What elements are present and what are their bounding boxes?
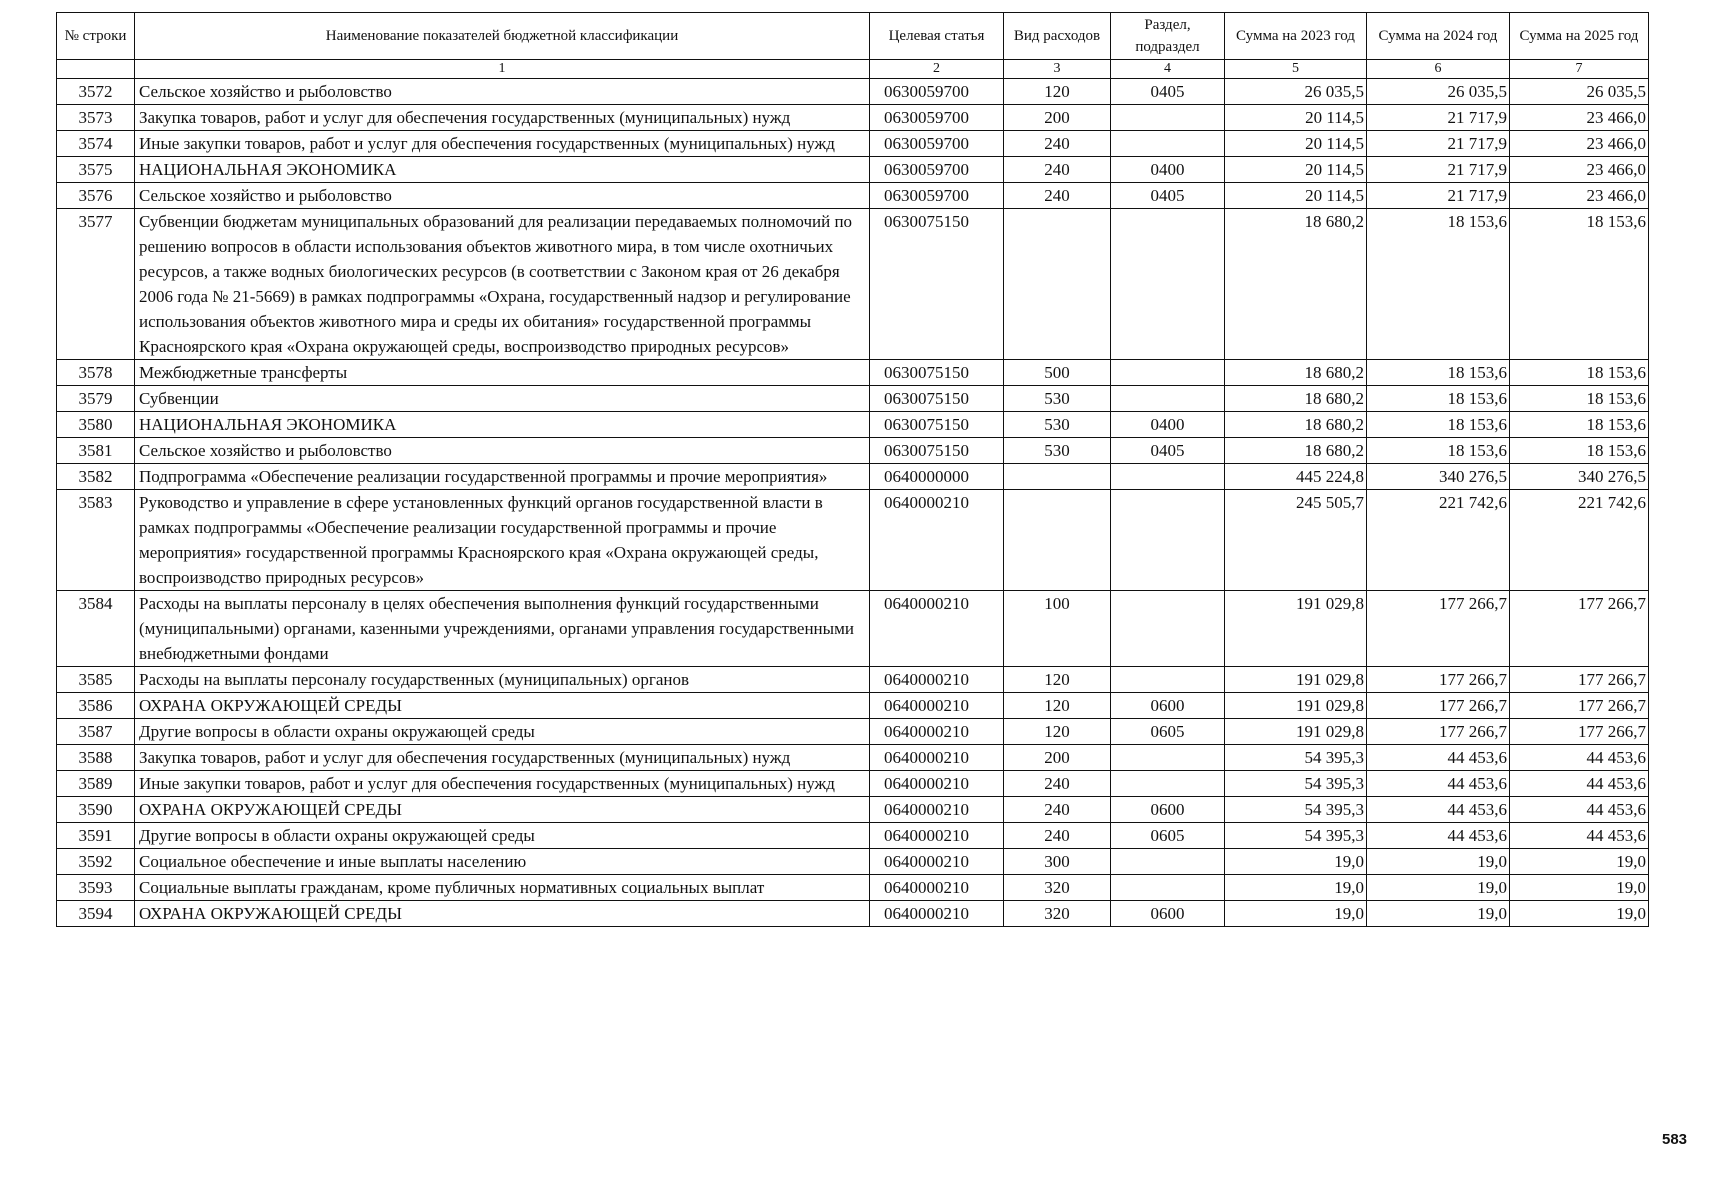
- table-row: [57, 719, 1649, 745]
- target-article-cell: 0630075150: [870, 386, 1004, 412]
- section-cell: [1111, 105, 1225, 131]
- table-row: [57, 183, 1649, 209]
- indicator-name-cell: Субвенции бюджетам муниципальных образований для реализации передаваемых полномочий по решению вопросов в области использования объектов животного мира, в том числе охотничьих ресурсов, а также водных биологических ресурсов (в соответствии с Законом края от 26 декабря 2006 года № 21-5669) в рамках подпрограммы «Охрана, государственный надзор и регулирование использования объектов животного мира и среды их обитания» государственной программы Красноярского края «Охрана окружающей среды, воспроизводство природных ресурсов»: [135, 209, 870, 360]
- row-number-cell: 3593: [57, 875, 135, 901]
- page-number: 583: [1662, 1131, 1688, 1148]
- sum-2023-cell: 20 114,5: [1225, 105, 1367, 131]
- target-article-cell: 0640000000: [870, 464, 1004, 490]
- indicator-name-cell: Другие вопросы в области охраны окружающей среды: [135, 823, 870, 849]
- row-number-cell: 3585: [57, 667, 135, 693]
- indicator-name-cell: Закупка товаров, работ и услуг для обеспечения государственных (муниципальных) нужд: [135, 105, 870, 131]
- section-cell: 0600: [1111, 901, 1225, 927]
- sum-2025-cell: 177 266,7: [1510, 667, 1649, 693]
- target-article-cell: 0630075150: [870, 360, 1004, 386]
- expense-type-cell: 300: [1004, 849, 1111, 875]
- row-number-cell: 3590: [57, 797, 135, 823]
- indicator-name-cell: ОХРАНА ОКРУЖАЮЩЕЙ СРЕДЫ: [135, 901, 870, 927]
- table-row: [57, 79, 1649, 105]
- sum-2025-cell: 340 276,5: [1510, 464, 1649, 490]
- row-number-cell: 3579: [57, 386, 135, 412]
- target-article-cell: 0640000210: [870, 901, 1004, 927]
- sum-2025-cell: 221 742,6: [1510, 490, 1649, 591]
- col-number: [57, 60, 135, 79]
- sum-2025-cell: 23 466,0: [1510, 157, 1649, 183]
- target-article-cell: 0640000210: [870, 693, 1004, 719]
- target-article-cell: 0630075150: [870, 209, 1004, 360]
- expense-type-cell: [1004, 209, 1111, 360]
- sum-2024-cell: 44 453,6: [1367, 745, 1510, 771]
- indicator-name-cell: Субвенции: [135, 386, 870, 412]
- sum-2023-cell: 18 680,2: [1225, 209, 1367, 360]
- budget-table-sheet: [56, 12, 1648, 927]
- sum-2025-cell: 44 453,6: [1510, 797, 1649, 823]
- sum-2023-cell: 54 395,3: [1225, 823, 1367, 849]
- sum-2024-cell: 21 717,9: [1367, 105, 1510, 131]
- target-article-cell: 0640000210: [870, 849, 1004, 875]
- sum-2025-cell: 177 266,7: [1510, 591, 1649, 667]
- col-header-row-number: № строки: [57, 13, 135, 60]
- table-row: [57, 386, 1649, 412]
- table-row: [57, 849, 1649, 875]
- indicator-name-cell: Закупка товаров, работ и услуг для обеспечения государственных (муниципальных) нужд: [135, 745, 870, 771]
- row-number-cell: 3574: [57, 131, 135, 157]
- expense-type-cell: 530: [1004, 438, 1111, 464]
- table-row: [57, 771, 1649, 797]
- indicator-name-cell: Социальное обеспечение и иные выплаты населению: [135, 849, 870, 875]
- sum-2024-cell: 18 153,6: [1367, 412, 1510, 438]
- sum-2025-cell: 26 035,5: [1510, 79, 1649, 105]
- sum-2024-cell: 21 717,9: [1367, 131, 1510, 157]
- col-number: 1: [135, 60, 870, 79]
- sum-2023-cell: 19,0: [1225, 901, 1367, 927]
- section-cell: [1111, 745, 1225, 771]
- target-article-cell: 0630075150: [870, 438, 1004, 464]
- table-row: [57, 875, 1649, 901]
- col-number: 2: [870, 60, 1004, 79]
- sum-2025-cell: 44 453,6: [1510, 823, 1649, 849]
- sum-2025-cell: 23 466,0: [1510, 183, 1649, 209]
- indicator-name-cell: Сельское хозяйство и рыболовство: [135, 79, 870, 105]
- col-number: 4: [1111, 60, 1225, 79]
- sum-2024-cell: 340 276,5: [1367, 464, 1510, 490]
- indicator-name-cell: Сельское хозяйство и рыболовство: [135, 183, 870, 209]
- target-article-cell: 0630075150: [870, 412, 1004, 438]
- table-row: [57, 591, 1649, 667]
- target-article-cell: 0640000210: [870, 719, 1004, 745]
- target-article-cell: 0640000210: [870, 797, 1004, 823]
- sum-2024-cell: 44 453,6: [1367, 771, 1510, 797]
- target-article-cell: 0640000210: [870, 771, 1004, 797]
- sum-2023-cell: 20 114,5: [1225, 157, 1367, 183]
- section-cell: [1111, 131, 1225, 157]
- header-row: [57, 13, 1649, 60]
- row-number-cell: 3580: [57, 412, 135, 438]
- sum-2025-cell: 18 153,6: [1510, 209, 1649, 360]
- row-number-cell: 3582: [57, 464, 135, 490]
- col-number: 6: [1367, 60, 1510, 79]
- sum-2025-cell: 18 153,6: [1510, 412, 1649, 438]
- sum-2023-cell: 445 224,8: [1225, 464, 1367, 490]
- expense-type-cell: 120: [1004, 719, 1111, 745]
- sum-2024-cell: 177 266,7: [1367, 719, 1510, 745]
- section-cell: 0600: [1111, 693, 1225, 719]
- section-cell: [1111, 771, 1225, 797]
- col-header-sum-2025: Сумма на 2025 год: [1510, 13, 1649, 60]
- section-cell: [1111, 667, 1225, 693]
- table-row: [57, 797, 1649, 823]
- expense-type-cell: 240: [1004, 157, 1111, 183]
- col-header-sum-2024: Сумма на 2024 год: [1367, 13, 1510, 60]
- section-cell: [1111, 386, 1225, 412]
- table-row: [57, 745, 1649, 771]
- table-row: [57, 438, 1649, 464]
- sum-2024-cell: 18 153,6: [1367, 438, 1510, 464]
- sum-2024-cell: 19,0: [1367, 901, 1510, 927]
- row-number-cell: 3592: [57, 849, 135, 875]
- budget-table: [56, 12, 1649, 927]
- sum-2023-cell: 191 029,8: [1225, 719, 1367, 745]
- sum-2023-cell: 54 395,3: [1225, 745, 1367, 771]
- row-number-cell: 3581: [57, 438, 135, 464]
- indicator-name-cell: Социальные выплаты гражданам, кроме публичных нормативных социальных выплат: [135, 875, 870, 901]
- expense-type-cell: 320: [1004, 901, 1111, 927]
- table-row: [57, 490, 1649, 591]
- target-article-cell: 0630059700: [870, 131, 1004, 157]
- section-cell: 0405: [1111, 79, 1225, 105]
- row-number-cell: 3586: [57, 693, 135, 719]
- indicator-name-cell: НАЦИОНАЛЬНАЯ ЭКОНОМИКА: [135, 412, 870, 438]
- indicator-name-cell: Другие вопросы в области охраны окружающей среды: [135, 719, 870, 745]
- expense-type-cell: [1004, 490, 1111, 591]
- row-number-cell: 3573: [57, 105, 135, 131]
- col-number: 3: [1004, 60, 1111, 79]
- sum-2024-cell: 26 035,5: [1367, 79, 1510, 105]
- sum-2025-cell: 18 153,6: [1510, 360, 1649, 386]
- target-article-cell: 0640000210: [870, 490, 1004, 591]
- section-cell: 0400: [1111, 412, 1225, 438]
- sum-2025-cell: 44 453,6: [1510, 771, 1649, 797]
- col-header-target-article: Целевая статья: [870, 13, 1004, 60]
- indicator-name-cell: Иные закупки товаров, работ и услуг для обеспечения государственных (муниципальных) нужд: [135, 131, 870, 157]
- expense-type-cell: 240: [1004, 797, 1111, 823]
- expense-type-cell: 240: [1004, 183, 1111, 209]
- sum-2025-cell: 19,0: [1510, 875, 1649, 901]
- row-number-cell: 3584: [57, 591, 135, 667]
- expense-type-cell: 120: [1004, 79, 1111, 105]
- section-cell: 0400: [1111, 157, 1225, 183]
- indicator-name-cell: Расходы на выплаты персоналу государственных (муниципальных) органов: [135, 667, 870, 693]
- sum-2023-cell: 191 029,8: [1225, 693, 1367, 719]
- indicator-name-cell: Руководство и управление в сфере установленных функций органов государственной власти в рамках подпрограммы «Обеспечение реализации государственной программы и прочие мероприятия» государственной программы Красноярского края «Охрана окружающей среды, воспроизводство природных ресурсов»: [135, 490, 870, 591]
- target-article-cell: 0630059700: [870, 79, 1004, 105]
- sum-2023-cell: 18 680,2: [1225, 438, 1367, 464]
- section-cell: [1111, 360, 1225, 386]
- col-header-section: Раздел, подраздел: [1111, 13, 1225, 60]
- column-number-row: [57, 60, 1649, 79]
- table-row: [57, 823, 1649, 849]
- expense-type-cell: 240: [1004, 823, 1111, 849]
- section-cell: 0405: [1111, 183, 1225, 209]
- expense-type-cell: 120: [1004, 693, 1111, 719]
- expense-type-cell: 200: [1004, 105, 1111, 131]
- table-row: [57, 157, 1649, 183]
- sum-2024-cell: 21 717,9: [1367, 157, 1510, 183]
- target-article-cell: 0640000210: [870, 591, 1004, 667]
- section-cell: 0600: [1111, 797, 1225, 823]
- sum-2024-cell: 21 717,9: [1367, 183, 1510, 209]
- table-row: [57, 131, 1649, 157]
- indicator-name-cell: Расходы на выплаты персоналу в целях обеспечения выполнения функций государственными (муниципальными) органами, казенными учреждениями, органами управления государственными внебюджетными фондами: [135, 591, 870, 667]
- section-cell: [1111, 591, 1225, 667]
- section-cell: 0605: [1111, 823, 1225, 849]
- indicator-name-cell: Межбюджетные трансферты: [135, 360, 870, 386]
- expense-type-cell: 240: [1004, 131, 1111, 157]
- sum-2023-cell: 54 395,3: [1225, 771, 1367, 797]
- indicator-name-cell: ОХРАНА ОКРУЖАЮЩЕЙ СРЕДЫ: [135, 797, 870, 823]
- table-row: [57, 360, 1649, 386]
- col-number: 7: [1510, 60, 1649, 79]
- sum-2025-cell: 19,0: [1510, 901, 1649, 927]
- indicator-name-cell: Подпрограмма «Обеспечение реализации государственной программы и прочие мероприятия»: [135, 464, 870, 490]
- section-cell: [1111, 849, 1225, 875]
- sum-2025-cell: 18 153,6: [1510, 438, 1649, 464]
- sum-2024-cell: 18 153,6: [1367, 386, 1510, 412]
- target-article-cell: 0640000210: [870, 875, 1004, 901]
- sum-2024-cell: 44 453,6: [1367, 823, 1510, 849]
- sum-2025-cell: 23 466,0: [1510, 131, 1649, 157]
- table-row: [57, 105, 1649, 131]
- sum-2023-cell: 191 029,8: [1225, 591, 1367, 667]
- table-row: [57, 209, 1649, 360]
- indicator-name-cell: Сельское хозяйство и рыболовство: [135, 438, 870, 464]
- table-row: [57, 412, 1649, 438]
- target-article-cell: 0640000210: [870, 667, 1004, 693]
- col-number: 5: [1225, 60, 1367, 79]
- sum-2023-cell: 18 680,2: [1225, 386, 1367, 412]
- sum-2023-cell: 18 680,2: [1225, 412, 1367, 438]
- section-cell: 0605: [1111, 719, 1225, 745]
- sum-2025-cell: 44 453,6: [1510, 745, 1649, 771]
- sum-2023-cell: 54 395,3: [1225, 797, 1367, 823]
- indicator-name-cell: Иные закупки товаров, работ и услуг для обеспечения государственных (муниципальных) нужд: [135, 771, 870, 797]
- row-number-cell: 3577: [57, 209, 135, 360]
- row-number-cell: 3591: [57, 823, 135, 849]
- expense-type-cell: 100: [1004, 591, 1111, 667]
- col-header-name: Наименование показателей бюджетной классификации: [135, 13, 870, 60]
- target-article-cell: 0630059700: [870, 157, 1004, 183]
- expense-type-cell: 240: [1004, 771, 1111, 797]
- expense-type-cell: 500: [1004, 360, 1111, 386]
- sum-2023-cell: 245 505,7: [1225, 490, 1367, 591]
- sum-2023-cell: 191 029,8: [1225, 667, 1367, 693]
- sum-2025-cell: 177 266,7: [1510, 693, 1649, 719]
- target-article-cell: 0630059700: [870, 105, 1004, 131]
- expense-type-cell: 200: [1004, 745, 1111, 771]
- sum-2024-cell: 18 153,6: [1367, 209, 1510, 360]
- row-number-cell: 3576: [57, 183, 135, 209]
- target-article-cell: 0630059700: [870, 183, 1004, 209]
- target-article-cell: 0640000210: [870, 745, 1004, 771]
- row-number-cell: 3594: [57, 901, 135, 927]
- row-number-cell: 3588: [57, 745, 135, 771]
- table-row: [57, 464, 1649, 490]
- section-cell: [1111, 490, 1225, 591]
- row-number-cell: 3583: [57, 490, 135, 591]
- section-cell: [1111, 209, 1225, 360]
- sum-2023-cell: 19,0: [1225, 875, 1367, 901]
- sum-2025-cell: 23 466,0: [1510, 105, 1649, 131]
- row-number-cell: 3589: [57, 771, 135, 797]
- sum-2024-cell: 18 153,6: [1367, 360, 1510, 386]
- sum-2024-cell: 177 266,7: [1367, 667, 1510, 693]
- target-article-cell: 0640000210: [870, 823, 1004, 849]
- table-row: [57, 901, 1649, 927]
- col-header-expense-type: Вид расходов: [1004, 13, 1111, 60]
- sum-2023-cell: 18 680,2: [1225, 360, 1367, 386]
- sum-2023-cell: 20 114,5: [1225, 183, 1367, 209]
- expense-type-cell: 530: [1004, 386, 1111, 412]
- table-row: [57, 667, 1649, 693]
- sum-2025-cell: 19,0: [1510, 849, 1649, 875]
- sum-2024-cell: 19,0: [1367, 875, 1510, 901]
- sum-2024-cell: 44 453,6: [1367, 797, 1510, 823]
- expense-type-cell: 530: [1004, 412, 1111, 438]
- section-cell: [1111, 875, 1225, 901]
- sum-2024-cell: 177 266,7: [1367, 693, 1510, 719]
- row-number-cell: 3578: [57, 360, 135, 386]
- expense-type-cell: 320: [1004, 875, 1111, 901]
- sum-2023-cell: 20 114,5: [1225, 131, 1367, 157]
- sum-2025-cell: 18 153,6: [1510, 386, 1649, 412]
- row-number-cell: 3587: [57, 719, 135, 745]
- expense-type-cell: 120: [1004, 667, 1111, 693]
- sum-2024-cell: 221 742,6: [1367, 490, 1510, 591]
- row-number-cell: 3572: [57, 79, 135, 105]
- table-row: [57, 693, 1649, 719]
- section-cell: [1111, 464, 1225, 490]
- indicator-name-cell: ОХРАНА ОКРУЖАЮЩЕЙ СРЕДЫ: [135, 693, 870, 719]
- sum-2023-cell: 26 035,5: [1225, 79, 1367, 105]
- indicator-name-cell: НАЦИОНАЛЬНАЯ ЭКОНОМИКА: [135, 157, 870, 183]
- section-cell: 0405: [1111, 438, 1225, 464]
- row-number-cell: 3575: [57, 157, 135, 183]
- sum-2024-cell: 177 266,7: [1367, 591, 1510, 667]
- sum-2025-cell: 177 266,7: [1510, 719, 1649, 745]
- sum-2023-cell: 19,0: [1225, 849, 1367, 875]
- expense-type-cell: [1004, 464, 1111, 490]
- sum-2024-cell: 19,0: [1367, 849, 1510, 875]
- col-header-sum-2023: Сумма на 2023 год: [1225, 13, 1367, 60]
